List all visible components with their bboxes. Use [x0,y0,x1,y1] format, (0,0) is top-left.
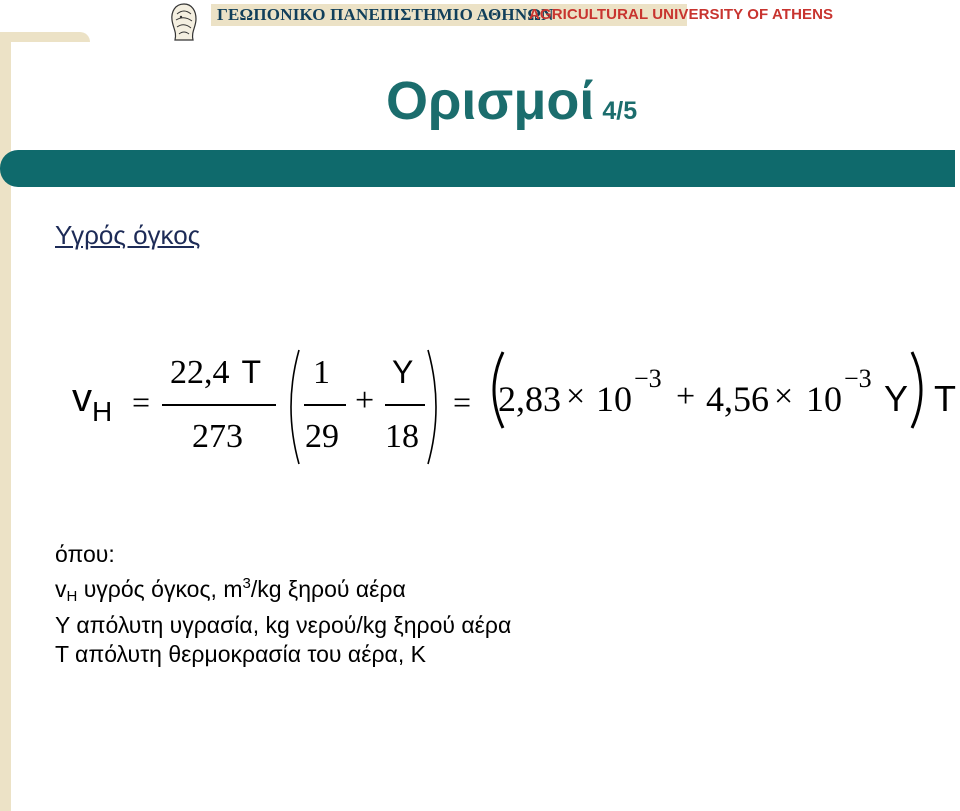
fraction3-denominator: 18 [385,418,419,455]
section-heading: Υγρός όγκος [55,220,201,250]
coefficient-2: 4,56 [706,379,769,419]
power-exponent-2: −3 [844,364,872,393]
vh-subscript: H [66,588,78,605]
university-name-greek: ΓΕΩΠΟΝΙΚΟ ΠΑΝΕΠΙΣΤΗΜΙΟ ΑΘΗΝΩΝ [211,4,687,26]
plus-sign-1: + [355,382,375,419]
times-sign-2: × [774,378,794,415]
definition-y: Y απόλυτη υγρασία, kg νερού/kg ξηρού αέρα [55,612,512,638]
formula-lhs [72,376,112,428]
power-base-1: 10 [596,379,632,419]
equals-sign-2: = [453,384,472,420]
frac1-num-value: 22,4 [170,354,230,391]
fraction3-line [385,404,425,406]
vh-superscript: 3 [242,575,251,592]
fraction2-line [304,404,346,406]
fraction1-line [162,404,276,406]
lhs-subscript: H [92,396,113,427]
fraction1-denominator: 273 [192,418,243,455]
right-paren-1 [424,348,446,466]
definitions-intro: όπου: [55,541,115,567]
university-logo-icon [165,0,203,44]
frac1-num-T: T [241,354,262,390]
definitions [55,540,511,669]
fraction3-numerator: Y [392,354,414,390]
slide-title-text: Ορισμοί [386,71,595,131]
title-bar [0,150,955,187]
times-sign-1: × [566,378,586,415]
humid-volume-formula [0,340,960,470]
equals-sign-1: = [132,384,151,420]
definition-vh [55,569,511,611]
left-paren-1 [281,348,303,466]
vh-text-1: υγρός όγκος, m [77,576,243,602]
vh-text-2: /kg ξηρού αέρα [250,576,406,602]
variable-Y: Y [884,378,909,419]
variable-T: T [934,378,956,419]
frame-top [0,32,90,42]
vh-symbol: v [55,576,67,602]
university-name-english: AGRICULTURAL UNIVERSITY OF ATHENS [529,6,834,23]
right-paren-2 [906,350,932,430]
plus-sign-2: + [676,378,696,415]
fraction1-numerator [170,354,261,392]
power-base-2: 10 [806,379,842,419]
slide-title [386,68,637,144]
slide-page-number: 4/5 [602,97,638,125]
coefficient-1: 2,83 [498,379,561,419]
power-exponent-1: −3 [634,364,662,393]
definition-t: T απόλυτη θερμοκρασία του αέρα, K [55,641,426,667]
university-header [165,0,960,32]
fraction2-numerator: 1 [313,354,330,391]
lhs-symbol: v [72,376,92,420]
fraction2-denominator: 29 [305,418,339,455]
